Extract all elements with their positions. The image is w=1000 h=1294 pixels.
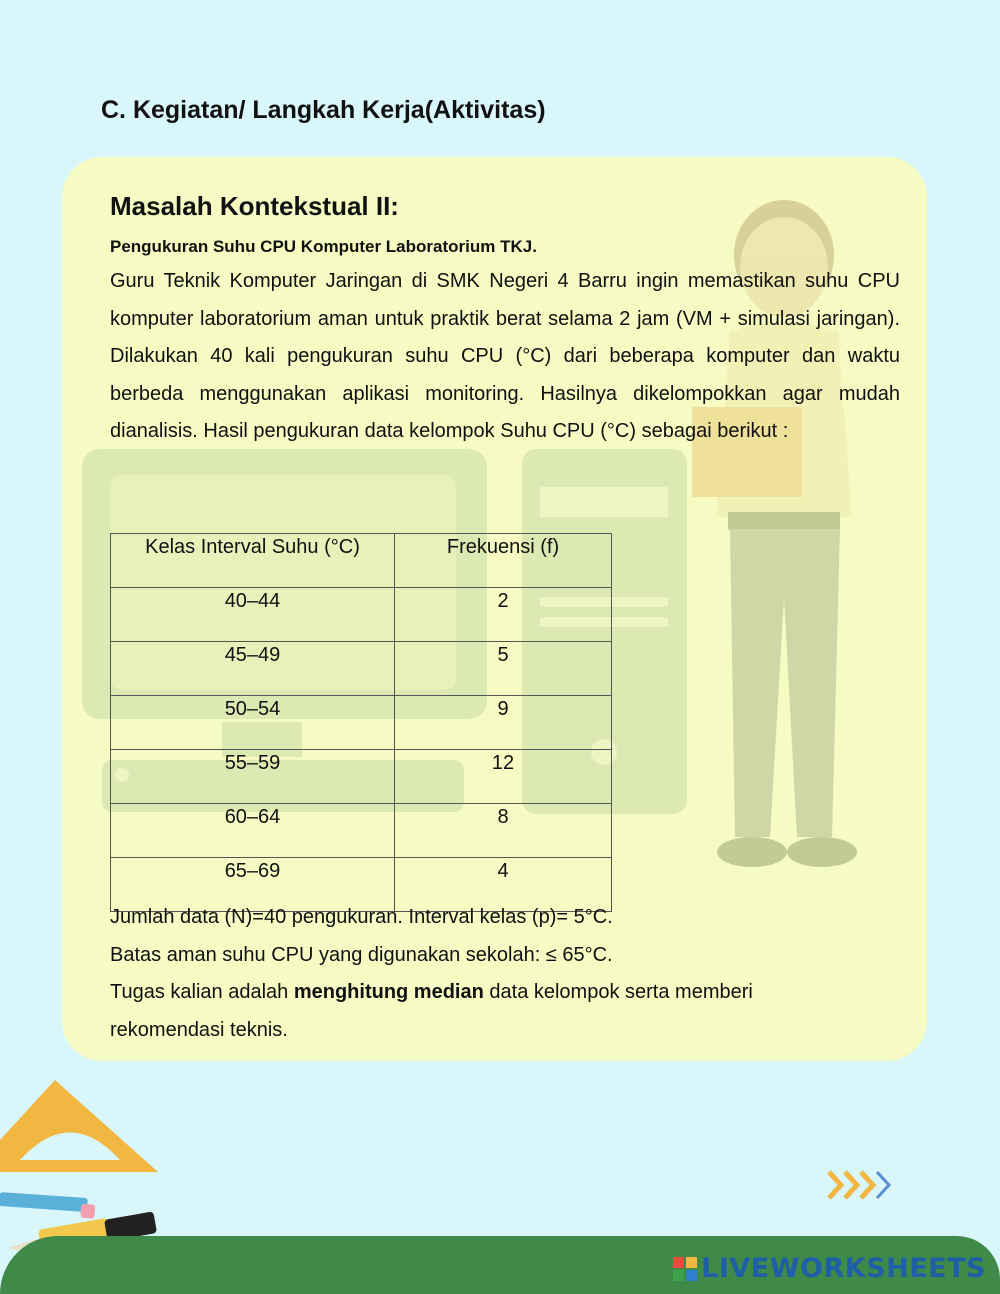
liveworksheets-logo-icon: [673, 1257, 697, 1281]
task-prefix: Tugas kalian adalah: [110, 981, 294, 1003]
section-title: C. Kegiatan/ Langkah Kerja(Aktivitas): [101, 96, 546, 124]
header-frequency: Frekuensi (f): [395, 534, 612, 588]
notes-block: [110, 899, 890, 1049]
frequency-table: [110, 533, 612, 912]
table-row: [111, 804, 612, 858]
intro-paragraph: Guru Teknik Komputer Jaringan di SMK Negeri 4 Barru ingin memastikan suhu CPU komputer laboratorium aman untuk praktik berat selama 2 jam (VM + simulasi jaringan). Dilakukan 40 kali pengukuran suhu CPU (°C) dari beberapa komputer dan waktu berbeda menggunakan aplikasi monitoring. Hasilnya dikelompokkan agar mudah dianalisis. Hasil pengukuran data kelompok Suhu CPU (°C) sebagai berikut :: [110, 270, 900, 442]
interval-cell: 65–69: [111, 858, 395, 912]
table-row: [111, 642, 612, 696]
task-note-continuation: rekomendasi teknis.: [110, 1018, 288, 1041]
table-row: [111, 750, 612, 804]
interval-cell: 45–49: [111, 642, 395, 696]
problem-card: [62, 157, 927, 1061]
brand-name: LIVEWORKSHEETS: [701, 1253, 986, 1284]
interval-cell: 55–59: [111, 750, 395, 804]
task-suffix: data kelompok serta memberi: [483, 981, 753, 1003]
interval-cell: 60–64: [111, 804, 395, 858]
footer-band: [0, 1236, 1000, 1294]
set-square-icon: [0, 1080, 158, 1172]
table-row: [111, 696, 612, 750]
frequency-cell: 9: [395, 696, 612, 750]
table-row: [111, 588, 612, 642]
frequency-cell: 5: [395, 642, 612, 696]
interval-cell: 50–54: [111, 696, 395, 750]
brand-logo-block[interactable]: [673, 1253, 986, 1284]
card-title: Masalah Kontekstual II:: [110, 191, 399, 221]
data-count-note: Jumlah data (N)=40 pengukuran. Interval kelas (p)= 5°C.: [110, 906, 613, 928]
interval-cell: 40–44: [111, 588, 395, 642]
frequency-cell: 8: [395, 804, 612, 858]
task-note: [110, 974, 890, 1012]
table-header-row: [111, 534, 612, 588]
pencil-icon: [0, 1192, 95, 1219]
task-emphasis: menghitung median: [293, 981, 484, 1003]
safe-limit-note: Batas aman suhu CPU yang digunakan sekolah: ≤ 65°C.: [110, 943, 613, 966]
frequency-cell: 4: [395, 858, 612, 912]
frequency-cell: 2: [395, 588, 612, 642]
next-arrows-icon[interactable]: [827, 1170, 897, 1200]
card-subtitle: Pengukuran Suhu CPU Komputer Laboratorium TKJ.: [110, 237, 537, 256]
frequency-cell: 12: [395, 750, 612, 804]
header-interval: Kelas Interval Suhu (°C): [111, 534, 395, 588]
